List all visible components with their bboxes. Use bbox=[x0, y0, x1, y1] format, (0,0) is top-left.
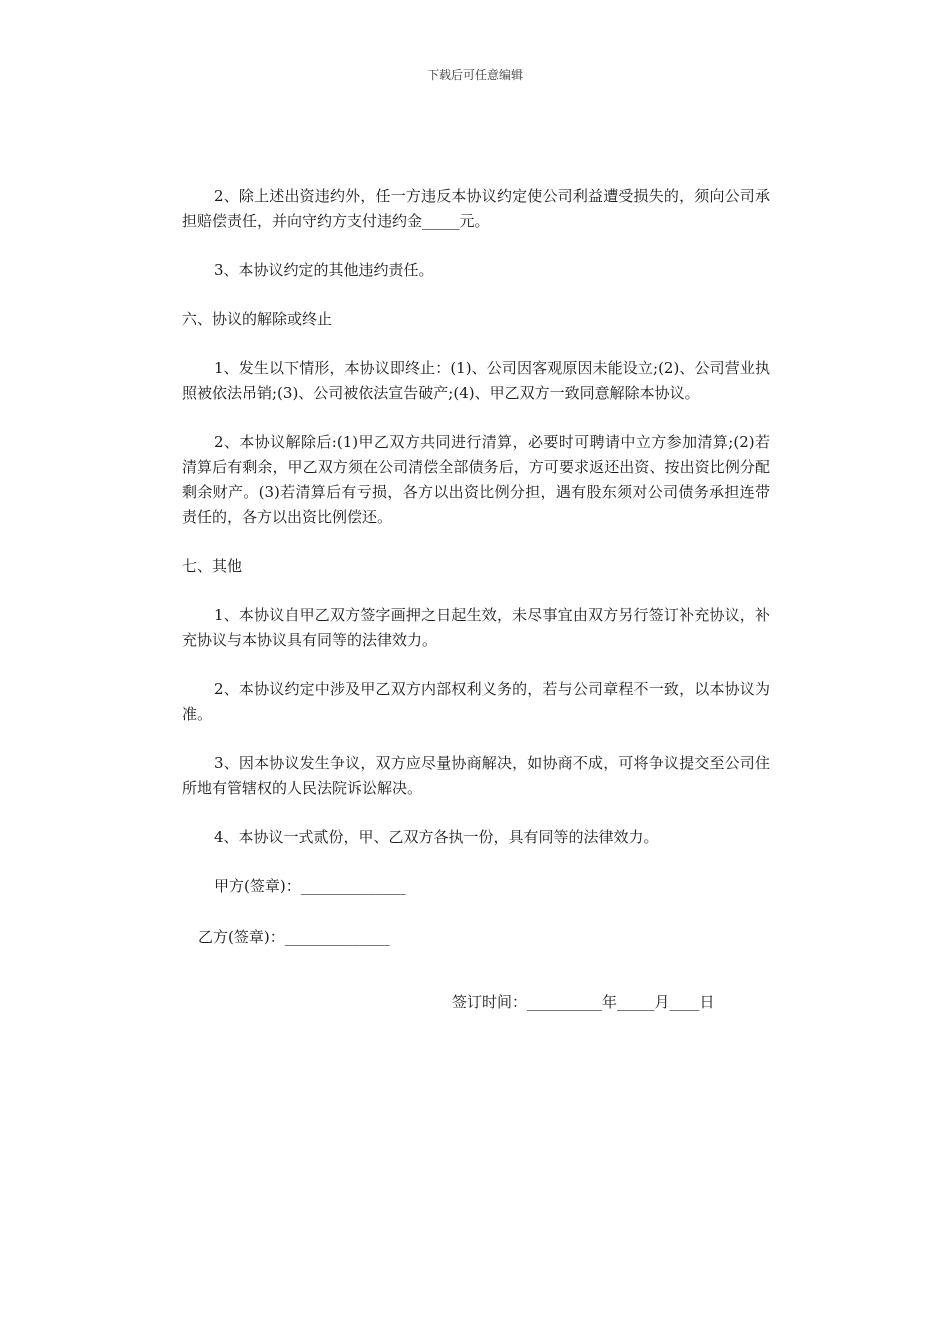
clause-paragraph: 1、发生以下情形，本协议即终止：(1)、公司因客观原因未能设立;(2)、公司营业执照被依法吊销;(3)、公司被依法宣告破产;(4)、甲乙双方一致同意解除本协议。 bbox=[182, 359, 770, 402]
clause-paragraph: 2、本协议解除后:(1)甲乙双方共同进行清算，必要时可聘请中立方参加清算;(2)若清算后有剩余，甲乙双方须在公司清偿全部债务后，方可要求返还出资、按出资比例分配剩余财产。(3)若清算后有亏损，各方以出资比例分担，遇有股东须对公司债务承担连带责任的，各方以出资比例偿还。 bbox=[182, 433, 770, 526]
header-note: 下载后可任意编辑 bbox=[426, 68, 523, 82]
clause-paragraph: 4、本协议一式贰份，甲、乙双方各执一份，具有同等的法律效力。 bbox=[214, 828, 659, 846]
signing-date-line: 签订时间：__________年_____月____日 bbox=[452, 993, 715, 1011]
section-heading: 七、其他 bbox=[182, 557, 243, 575]
clause-paragraph: 3、本协议约定的其他违约责任。 bbox=[214, 261, 434, 279]
section-heading: 六、协议的解除或终止 bbox=[182, 310, 333, 328]
document-body bbox=[182, 184, 770, 1015]
party-a-signature-line: 甲方(签章)：______________ bbox=[214, 877, 406, 895]
clause-paragraph: 2、本协议约定中涉及甲乙双方内部权利义务的，若与公司章程不一致，以本协议为准。 bbox=[182, 680, 770, 723]
clause-paragraph: 3、因本协议发生争议，双方应尽量协商解决，如协商不成，可将争议提交至公司住所地有管辖权的人民法院诉讼解决。 bbox=[182, 754, 770, 797]
party-b-signature-line: 乙方(签章)：______________ bbox=[198, 928, 390, 946]
clause-paragraph: 1、本协议自甲乙双方签字画押之日起生效，未尽事宜由双方另行签订补充协议，补充协议与本协议具有同等的法律效力。 bbox=[182, 606, 770, 649]
clause-paragraph: 2、除上述出资违约外，任一方违反本协议约定使公司利益遭受损失的，须向公司承担赔偿责任，并向守约方支付违约金_____元。 bbox=[182, 187, 770, 230]
